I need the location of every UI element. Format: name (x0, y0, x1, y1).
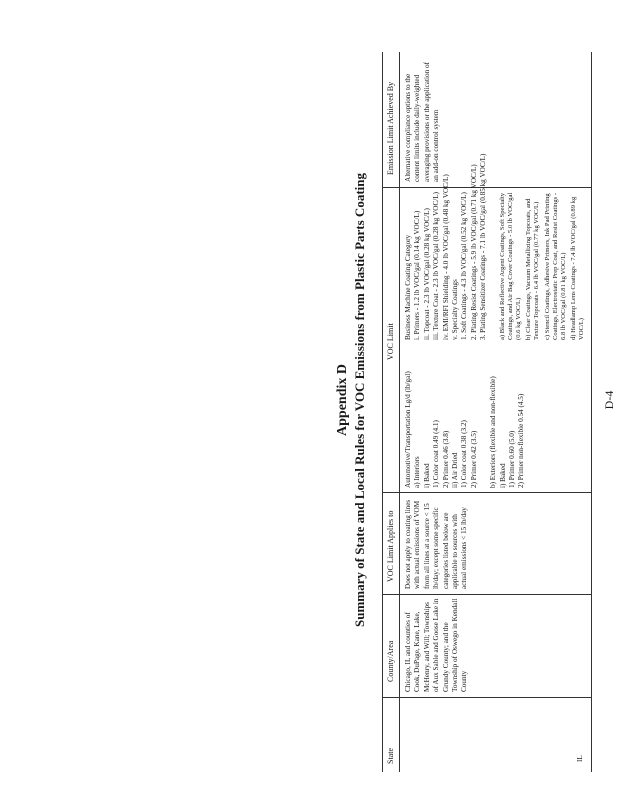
voc-line: a) Interiors (413, 456, 422, 488)
page-number: D-4 (602, 390, 616, 410)
voc-line: 2) Primer 0.42 (3.5) (469, 430, 478, 488)
voc-line: 2) Primer non-flexible 0.54 (4.5) (517, 393, 526, 488)
page-title: Appendix D (335, 364, 350, 436)
voc-line: i) Baked (498, 463, 507, 488)
state-cell: IL (576, 755, 584, 762)
applies-to-text: Does not apply to coating lines with actual emissions of VOM from all lines at a source < 15 lb/day; except some specific categories listed below are applicable to sources with actual emissions < 15 lb/day (404, 499, 469, 589)
page-subtitle: Summary of State and Local Rules for VOC Emissions from Plastic Parts Coating (352, 173, 367, 628)
voc-line: b) Exteriors (flexible and non-flexible) (489, 376, 498, 488)
business-machine-block (404, 153, 489, 340)
bm-line: i. Primers - 1.2 lb VOC/gal (0.14 kg VOC/L) (413, 210, 422, 340)
voc-line: Automotive/Transportation Lg/d (lb/gal) (404, 371, 412, 488)
county-text: Chicago, IL and counties of Cook, DuPage, Kane, Lake, McHenry, and Will; Townships of Aux Sable and Goose Lake in Grundy County; and the Township of Oswego in Kendall County (404, 598, 469, 692)
bm-line: iii. Texture Coat - 2.3 lb VOC/gal (0.28 kg VOC/L) (432, 191, 441, 340)
header-state: State (386, 748, 395, 764)
specialty-line: a) Black and Reflective Argent Coatings, Soft Specialty Coatings, and Air Bag Cover Coatings - 5.0 lb VOC/gal (0.6 kg VOC/L) (498, 192, 522, 340)
header-voc-limit: VOC Limit (386, 323, 395, 360)
voc-line: 2) Primer 0.46 (3.8) (441, 430, 450, 488)
voc-line: 1) Color coat 0.38 (3.2) (460, 420, 469, 488)
voc-line: 1) Primer 0.60 (5.0) (508, 430, 517, 488)
voc-line: 1) Color coat 0.49 (4.1) (432, 420, 441, 488)
specialty-line: d) Headlamp Lens Coatings - 7.4 lb VOC/gal (0.89 kg VOC/L) (570, 196, 586, 340)
bm-line: iv. EMI/RFI Shielding - 4.0 lb VOC/gal (0.48 kg VOC/L) (441, 174, 450, 340)
bm-line: ii. Topcoat - 2.3 lb VOC/gal (0.28 kg VOC/L) (422, 208, 431, 340)
header-applies-to: VOC Limit Applies to (386, 510, 395, 582)
achieved-by-text: Alternative compliance options to the content limits include daily-weighted averaging provisions or the application of an add-on control system (404, 62, 441, 182)
specialty-line: c) Stencil Coatings, Adhesive Primers, Ink Pad Printing Coatings, Electrostatic Prep Coat, and Resist Coatings - 6.8 lb VOC/gal (0.81 kg VOC/L) (543, 192, 568, 340)
header-achieved-by: Emission Limit Achieved By (386, 81, 395, 175)
bm-line: v. Specialty Coatings (451, 279, 460, 340)
bm-line: 3. Plating Sensitizer Coatings - 7.1 lb VOC/gal (0.85 kg VOC/L) (479, 153, 488, 340)
bm-line: 1. Soft Coatings - 4.3 lb VOC/gal (0.52 kg VOC/L) (460, 192, 469, 340)
bm-line: Business Machine Coating Category (404, 234, 412, 340)
bm-line: 2. Plating Resist Coatings - 5.9 lb VOC/gal (0.71 kg VOC/L) (469, 164, 478, 340)
specialty-line: b) Clear Coatings, Vacuum Metallizing Topcoats, and Texture Topcoats - 6.4 lb VOC/gal (0.77 kg VOC/L) (525, 198, 541, 340)
header-county: County/Area (386, 640, 395, 682)
voc-line: i) Baked (422, 463, 431, 488)
voc-line: ii) Air Dried (451, 452, 460, 488)
